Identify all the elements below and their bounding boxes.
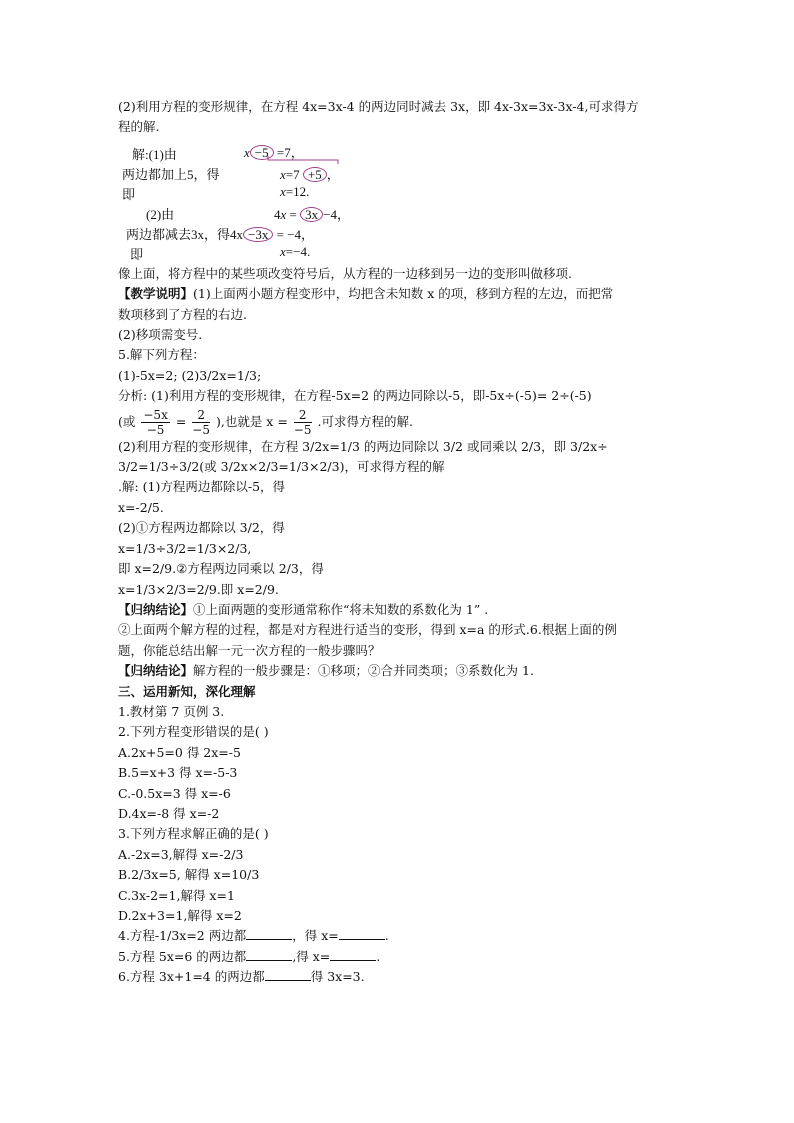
analysis-line-1: 分析: (1)利用方程的变形规律，在方程-5x=2 的两边同除以-5，即-5x÷(-5)= 2÷(-5) bbox=[118, 388, 592, 404]
exercise-2: 2.下列方程变形错误的是( ) bbox=[118, 724, 269, 740]
solution-line-4: x=1/3÷3/2=1/3×2/3, bbox=[118, 540, 252, 556]
so1-label: 即 bbox=[122, 186, 136, 202]
question-5-items: (1)-5x=2; (2)3/2x=1/3; bbox=[118, 367, 262, 383]
exercise-5: 5.方程 5x=6 的两边都 ,得 x= . bbox=[118, 948, 381, 964]
conclusion-line-1: 【归纳结论】①上面两题的变形通常称作“将未知数的系数化为 1” . bbox=[118, 601, 489, 617]
conclusion-line-4: 【归纳结论】解方程的一般步骤是：①移项；②合并同类项；③系数化为 1. bbox=[118, 663, 534, 679]
analysis-line-3: (2)利用方程的变形规律，在方程 3/2x=1/3 的两边同除以 3/2 或同乘以 2/3，即 3/2x÷ bbox=[118, 438, 608, 454]
eq1: x −5 =7， bbox=[244, 144, 304, 160]
exercise-3-option-b: B.2/3x=5, 解得 x=10/3 bbox=[118, 867, 260, 883]
exercise-6: 6.方程 3x+1=4 的两边都 得 3x=3. bbox=[118, 969, 365, 985]
eq6: x=−4. bbox=[280, 243, 311, 259]
exercise-3-option-d: D.2x+3=1,解得 x=2 bbox=[118, 908, 242, 923]
transpose-definition: 像上面，将方程中的某些项改变符号后，从方程的一边移到另一边的变形叫做移项. bbox=[118, 265, 572, 281]
solution-line-3: (2)①方程两边都除以 3/2，得 bbox=[118, 520, 285, 536]
connector-lines bbox=[238, 150, 488, 200]
teaching-note-2: 数项移到了方程的右边. bbox=[118, 306, 247, 322]
circled-term: −5 bbox=[250, 145, 274, 160]
exercise-2-option-d: D.4x=-8 得 x=-2 bbox=[118, 805, 220, 821]
answer-blank bbox=[265, 969, 311, 981]
eq5: 两边都减去3x，得4x −3x = −4， bbox=[126, 226, 315, 242]
exercise-1: 1.教材第 7 页例 3. bbox=[118, 703, 225, 719]
fraction: $\frac{-5x}{-5}$ bbox=[143, 407, 168, 437]
intro-line-1: (2)利用方程的变形规律，在方程 4x=3x-4 的两边同时减去 3x，即 4x-3x=3x-3x-4,可求得方 bbox=[118, 99, 639, 114]
fraction: $\frac{2}{-5}$ bbox=[293, 407, 312, 437]
solve2-label: (2)由 bbox=[146, 206, 175, 222]
solution-line-5: 即 x=2/9.②方程两边同乘以 2/3，得 bbox=[118, 561, 324, 577]
eq3: x=12. bbox=[280, 183, 310, 199]
solve1-label: 解:(1)由 bbox=[132, 146, 177, 162]
answer-blank bbox=[246, 949, 292, 961]
conclusion-line-2: ②上面两个解方程的过程，都是对方程进行适当的变形，得到 x=a 的形式.6.根据上面的例 bbox=[118, 622, 617, 638]
solution-line-2: x=-2/5. bbox=[118, 499, 164, 515]
fraction: $\frac{2}{-5}$ bbox=[192, 407, 210, 437]
solution-line-1: .解: (1)方程两边都除以-5，得 bbox=[118, 479, 286, 495]
exercise-3: 3.下列方程求解正确的是( ) bbox=[118, 826, 269, 842]
worked-example-block bbox=[118, 140, 698, 260]
exercise-2-option-c: C.-0.5x=3 得 x=-6 bbox=[118, 785, 231, 801]
answer-blank bbox=[246, 928, 292, 940]
exercise-2-option-b: B.5=x+3 得 x=-5-3 bbox=[118, 765, 238, 781]
teaching-note-3: (2)移项需变号. bbox=[118, 327, 203, 343]
circled-term: 3x bbox=[300, 207, 323, 222]
section-heading: 三、运用新知，深化理解 bbox=[118, 683, 256, 699]
exercise-4: 4.方程-1/3x=2 两边都 ，得 x= . bbox=[118, 928, 389, 944]
analysis-line-4: 3/2=1/3÷3/2(或 3/2x×2/3=1/3×2/3)，可求得方程的解 bbox=[118, 459, 445, 475]
answer-blank bbox=[339, 928, 385, 940]
analysis-line-2: (或 $\frac{-5x}{-5}$ = $\frac{2}{-5}$ ),也就是 x = $\frac{2}{-5}$ .可求得方程的解. bbox=[118, 407, 413, 437]
so2-label: 即 bbox=[130, 246, 144, 262]
circled-term: +5 bbox=[303, 167, 327, 182]
exercise-3-option-a: A.-2x=3,解得 x=-2/3 bbox=[118, 846, 244, 862]
exercise-2-option-a: A.2x+5=0 得 2x=-5 bbox=[118, 744, 241, 760]
conclusion-line-3: 题，你能总结出解一元一次方程的一般步骤吗？ bbox=[118, 642, 381, 658]
eq2: x=7 +5 ， bbox=[280, 166, 340, 182]
eq4: 4x = 3x −4， bbox=[274, 206, 350, 222]
document-page bbox=[118, 97, 698, 988]
answer-blank bbox=[330, 949, 376, 961]
circled-term: −3x bbox=[243, 227, 273, 242]
intro-line-2: 程的解. bbox=[118, 119, 160, 135]
teaching-note-1: 【教学说明】(1)上面两小题方程变形中，均把含未知数 x 的项，移到方程的左边，而把常 bbox=[118, 286, 614, 302]
exercise-3-option-c: C.3x-2=1,解得 x=1 bbox=[118, 887, 235, 903]
solution-line-6: x=1/3×2/3=2/9.即 x=2/9. bbox=[118, 581, 279, 597]
question-5-title: 5.解下列方程： bbox=[118, 347, 205, 363]
step1-label: 两边都加上5，得 bbox=[122, 166, 220, 182]
